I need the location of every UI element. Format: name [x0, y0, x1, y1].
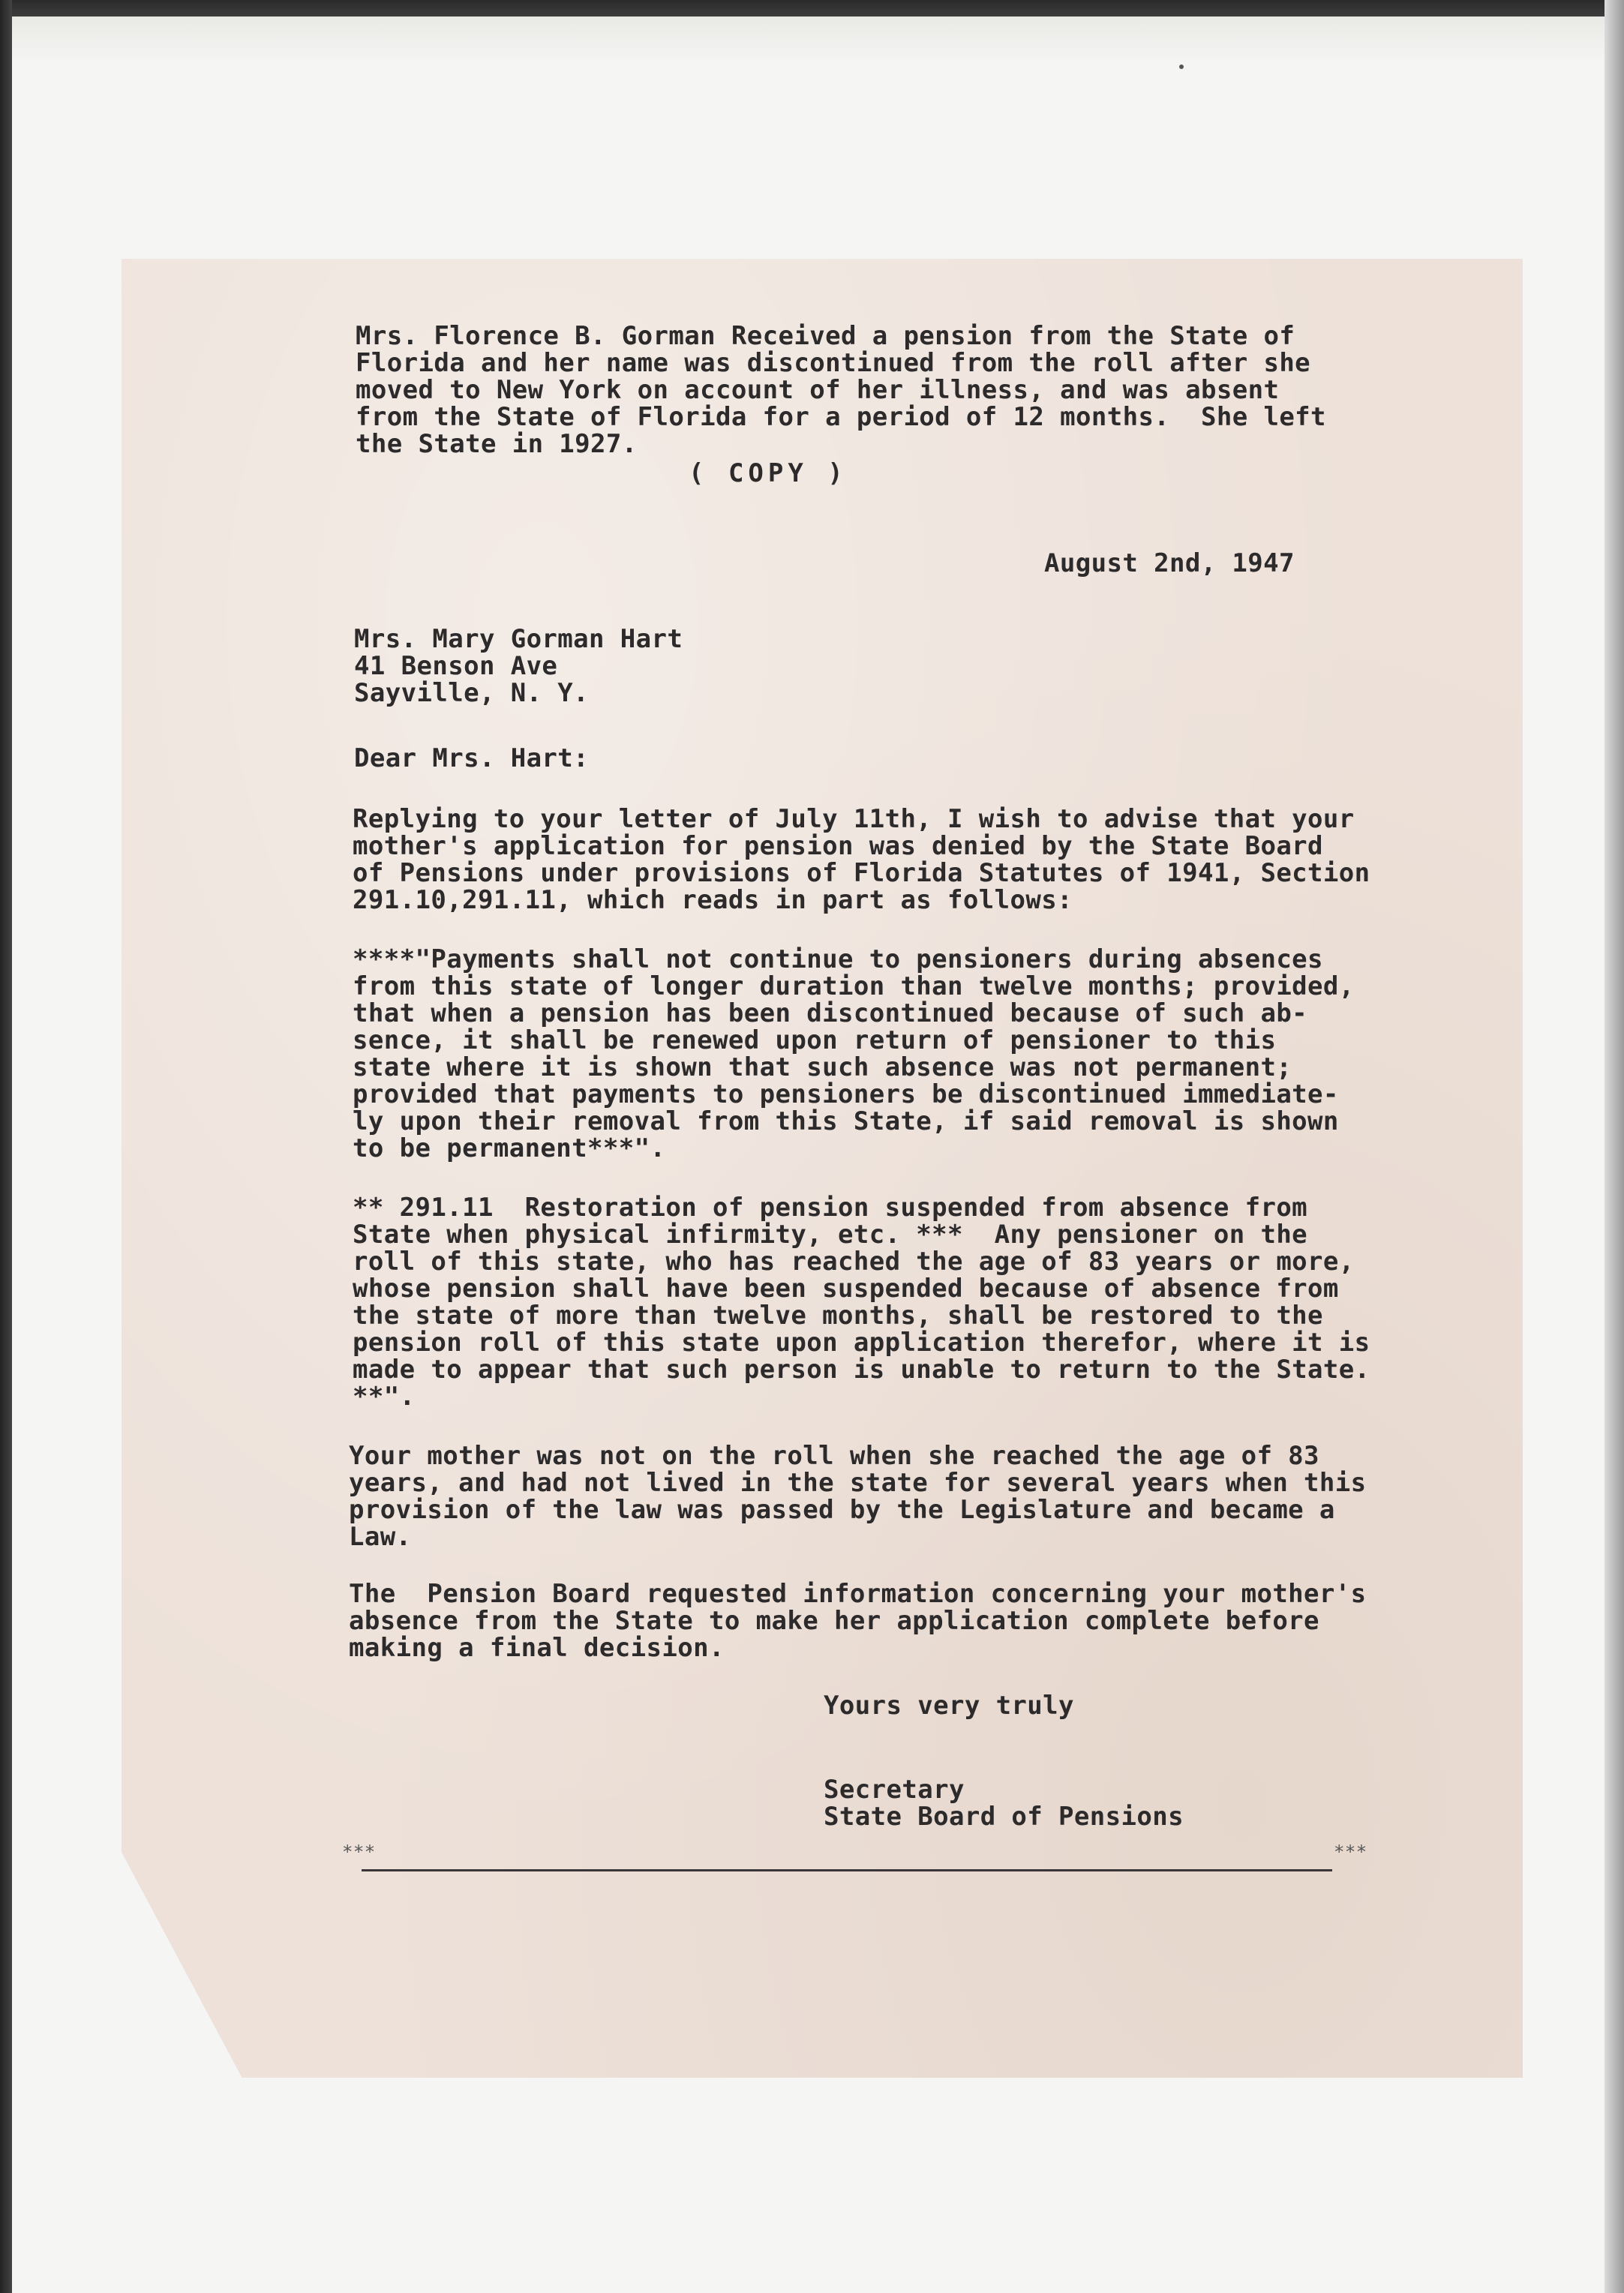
- salutation: Dear Mrs. Hart:: [354, 743, 590, 773]
- addressee-block: Mrs. Mary Gorman Hart 41 Benson Ave Sayville, N. Y.: [354, 624, 683, 708]
- signature-organization: State Board of Pensions: [824, 1802, 1184, 1832]
- paragraph-statute-quote: ****"Payments shall not continue to pensioners during absences from this state of longer duration than twelve months; provided, that when a pension has been discontinued because of such ab- sence, it shall be renewed upon return of pensioner to this state where it is shown that such absence was not permanent; provided that payments to pensioners be discontinued immediate- ly upon their removal from this State, if said removal is shown to be permanent***".: [353, 944, 1355, 1163]
- paragraph-board-request: The Pension Board requested information concerning your mother's absence from the State to make her application complete before making a final decision.: [349, 1579, 1367, 1663]
- dust-speck: [1179, 65, 1184, 69]
- signature-title: Secretary: [824, 1775, 965, 1805]
- letter-sheet: [122, 259, 1523, 2078]
- closing: Yours very truly: [824, 1691, 1074, 1721]
- paragraph-section-291-11: ** 291.11 Restoration of pension suspended from absence from State when physical infirmity, etc. *** Any pensioner on the roll of this state, who has reached the age of 83 years or more, whose pension shall have been suspended because of absence from the state of more than twelve months, shall be restored to the pension roll of this state upon application therefor, where it is made to appear that such person is unable to return to the State. **".: [353, 1193, 1370, 1412]
- footer-mark-right: ***: [1334, 1841, 1367, 1862]
- paragraph-reply: Replying to your letter of July 11th, I wish to advise that your mother's application for pension was denied by the State Board of Pensions under provisions of Florida Statutes of 1941, Section 291.10,291.11, which reads in part as follows:: [353, 804, 1370, 915]
- scan-border-left: [0, 0, 12, 2293]
- footer-mark-left: ***: [342, 1841, 376, 1862]
- scan-border-top: [0, 0, 1624, 17]
- paragraph-roll-status: Your mother was not on the roll when she reached the age of 83 years, and had not lived in the state for several years when this provision of the law was passed by the Legislature and became a Law.: [349, 1441, 1367, 1552]
- scanner-lid-strip: [12, 17, 1604, 60]
- copy-mark: ( COPY ): [689, 458, 848, 488]
- intro-note: Mrs. Florence B. Gorman Received a pension from the State of Florida and her name was discontinued from the roll after she moved to New York on account of her illness, and was absent from the State of Florida for a period of 12 months. She left the State in 1927.: [356, 321, 1326, 459]
- scan-border-right: [1604, 0, 1624, 2293]
- footer-rule: [362, 1869, 1332, 1871]
- letter-date: August 2nd, 1947: [1044, 548, 1295, 578]
